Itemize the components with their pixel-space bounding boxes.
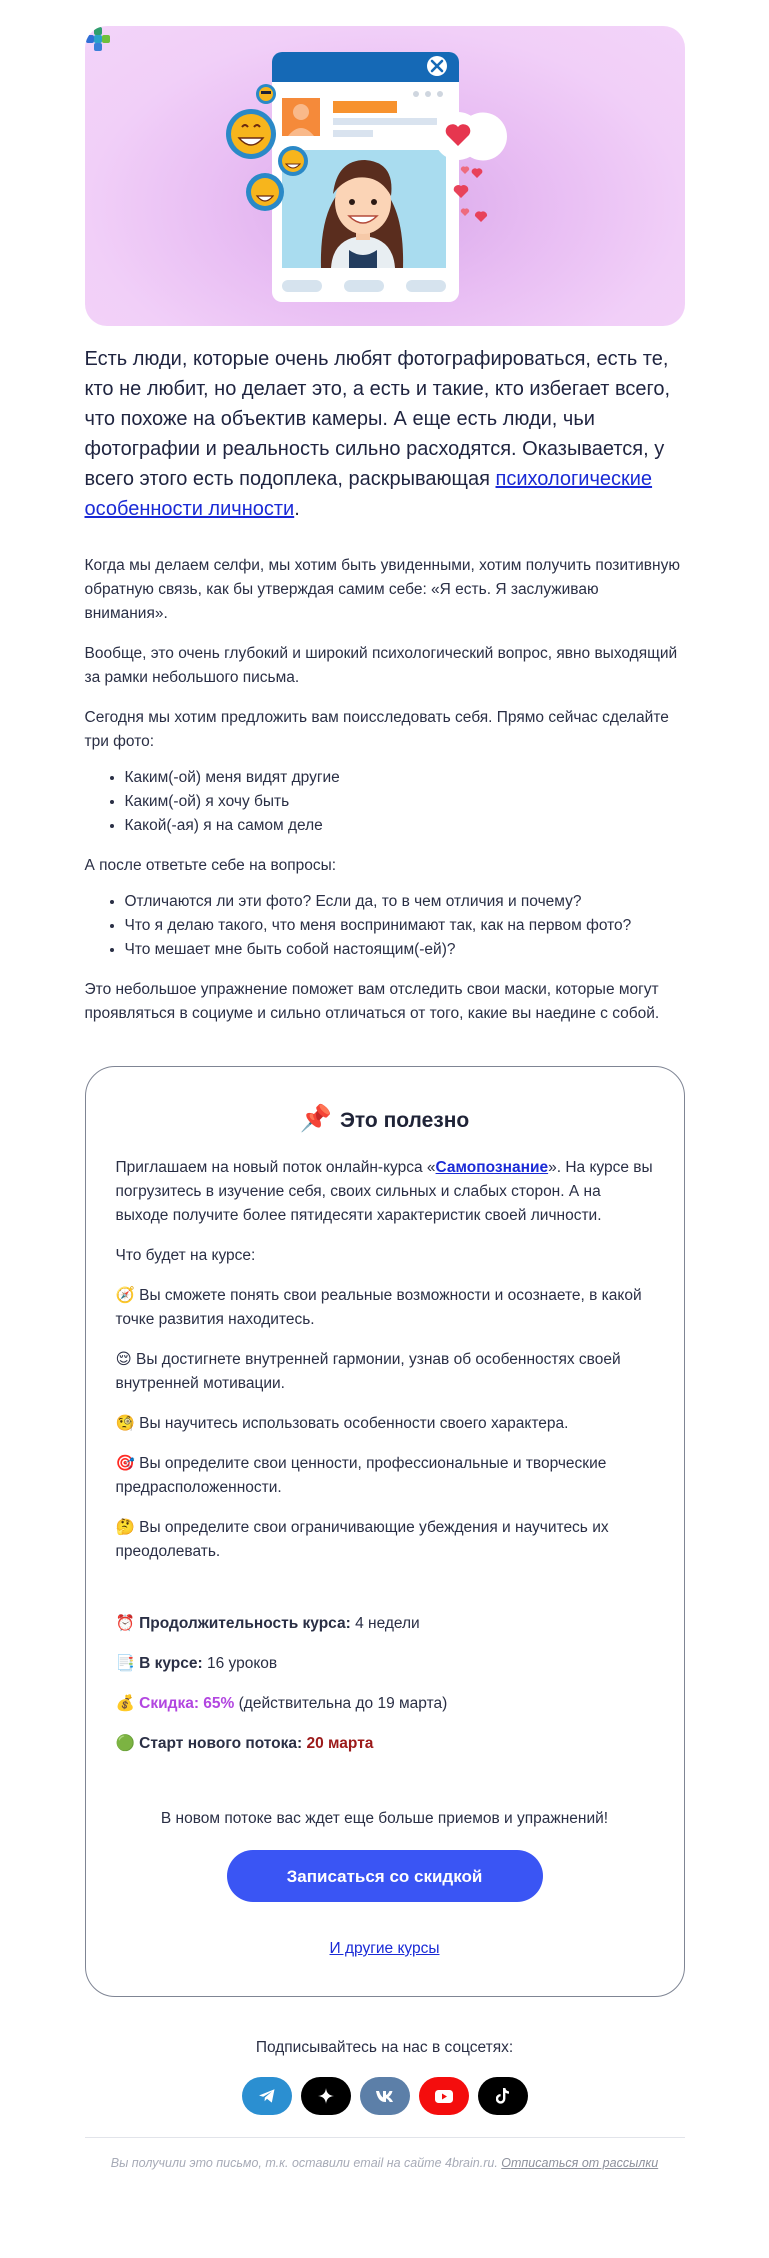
tiktok-icon: [496, 2088, 510, 2104]
benefit-text: Вы научитесь использовать особенности своего характера.: [139, 1415, 569, 1432]
paragraph-conclusion: Это небольшое упражнение поможет вам отследить свои маски, которые могут проявляться в социуме и сильно отличаться от того, какие вы наедине с собой.: [84, 981, 660, 1022]
duration-label: Продолжительность курса:: [139, 1615, 351, 1632]
benefit-item: [116, 1284, 654, 1332]
social-label: Подписывайтесь на нас в соцсетях:: [255, 2039, 514, 2056]
invite-end: ». На курсе вы погрузитесь в изучение себя, своих сильных и слабых сторон. А на выходе получите более пятидесяти характеристик своей личности.: [115, 1159, 653, 1224]
card-title-text: Это полезно: [339, 1109, 470, 1132]
course-facts: [116, 1612, 654, 1756]
hero-illustration: [85, 26, 685, 326]
lessons-label: В курсе:: [139, 1655, 203, 1672]
duration-fact: [116, 1612, 654, 1636]
benefit-item: [116, 1516, 654, 1564]
benefit-text: Вы определите свои ценности, профессиональные и творческие предрасположенности.: [115, 1455, 607, 1496]
start-label: Старт нового потока:: [139, 1735, 303, 1752]
benefit-text: Вы сможете понять свои реальные возможности и осознаете, в какой точке развития находитесь.: [115, 1287, 642, 1328]
list-item: • Что я делаю такого, что меня воспринимают так, как на первом фото?: [125, 914, 685, 938]
tiktok-link[interactable]: [478, 2077, 528, 2115]
lead-paragraph: [85, 344, 685, 524]
pushpin-icon: 📌: [299, 1103, 333, 1133]
lessons-value: 16 уроков: [206, 1655, 278, 1672]
monocle-face-icon: 🧐: [115, 1415, 135, 1432]
start-value: 20 марта: [306, 1735, 374, 1752]
list-item: • Какой(-ая) я на самом деле: [125, 814, 685, 838]
lessons-fact: [116, 1652, 654, 1676]
thinking-face-icon: 🤔: [115, 1519, 135, 1536]
vk-link[interactable]: [360, 2077, 410, 2115]
paragraph-selfie: Когда мы делаем селфи, мы хотим быть увиденными, хотим получить позитивную обратную связь, как бы утверждая самим себе: «Я есть. Я заслуживаю внимания».: [84, 557, 680, 622]
discount-label: Скидка: 65%: [139, 1695, 235, 1712]
money-bag-icon: 💰: [115, 1695, 135, 1712]
course-contents-label: Что будет на курсе:: [115, 1247, 256, 1264]
email-container: [85, 0, 685, 2170]
paragraph-task: Сегодня мы хотим предложить вам поисследовать себя. Прямо сейчас сделайте три фото:: [84, 709, 669, 750]
list-item: • Каким(-ой) меня видят другие: [125, 766, 685, 790]
paragraph-question: Вообще, это очень глубокий и широкий психологический вопрос, явно выходящий за рамки небольшого письма.: [84, 645, 678, 686]
new-stream-note: В новом потоке вас ждет еще больше приемов и упражнений!: [160, 1810, 609, 1827]
youtube-icon: [435, 2090, 453, 2103]
unsubscribe-link[interactable]: Отписаться от рассылки: [501, 2156, 659, 2170]
discount-value: (действительна до 19 марта): [238, 1695, 448, 1712]
enroll-discount-button[interactable]: Записаться со скидкой: [227, 1850, 543, 1902]
lead-text: Есть люди, которые очень любят фотографироваться, есть те, кто не любит, но делает это, а есть и такие, кто избегает всего, что похоже на объектив камеры. А еще есть люди, чьи фотографии и реальность сильно расходятся. Оказывается, у всего этого есть подоплека, раскрывающая: [84, 348, 671, 490]
course-invite: [116, 1156, 654, 1228]
dzen-icon: [318, 2088, 334, 2104]
list-item: • Отличаются ли эти фото? Если да, то в чем отличия и почему?: [125, 890, 685, 914]
telegram-icon: [258, 2088, 276, 2104]
course-link[interactable]: Самопознание: [435, 1159, 549, 1176]
paragraph-questions-intro: А после ответьте себе на вопросы:: [84, 857, 337, 874]
personality-link[interactable]: психологические особенности личности: [84, 468, 653, 520]
lead-end: .: [294, 498, 300, 520]
start-fact: [116, 1732, 654, 1756]
discount-fact: [116, 1692, 654, 1716]
green-circle-icon: 🟢: [115, 1735, 135, 1752]
footer-note: [85, 2156, 685, 2170]
footer-divider: [85, 2137, 685, 2138]
list-item: • Каким(-ой) я хочу быть: [125, 790, 685, 814]
bookmark-tabs-icon: 📑: [115, 1655, 135, 1672]
target-icon: 🎯: [115, 1455, 135, 1472]
article-body: [85, 554, 685, 1026]
benefit-item: [116, 1412, 654, 1436]
relieved-face-icon: 😌: [115, 1351, 132, 1368]
alarm-clock-icon: ⏰: [115, 1615, 135, 1632]
youtube-link[interactable]: [419, 2077, 469, 2115]
benefit-item: [116, 1348, 654, 1396]
brand-logo-icon: [85, 26, 111, 52]
benefit-text: Вы достигнете внутренней гармонии, узнав об особенностях своей внутренней мотивации.: [115, 1351, 621, 1392]
benefit-text: Вы определите свои ограничивающие убеждения и научитесь их преодолевать.: [115, 1519, 609, 1560]
other-courses-link[interactable]: И другие курсы: [329, 1940, 440, 1957]
course-card: [85, 1066, 685, 1997]
compass-icon: 🧭: [115, 1287, 135, 1304]
photos-list: [85, 766, 685, 838]
card-title: [116, 1103, 654, 1134]
list-item: • Что мешает мне быть собой настоящим(-ей)?: [125, 938, 685, 962]
selfie-illustration: [85, 26, 685, 326]
footer-text: Вы получили это письмо, т.к. оставили email на сайте 4brain.ru.: [110, 2156, 502, 2170]
dzen-link[interactable]: [301, 2077, 351, 2115]
telegram-link[interactable]: [242, 2077, 292, 2115]
vk-icon: [375, 2090, 395, 2102]
invite-start: Приглашаем на новый поток онлайн-курса «: [115, 1159, 436, 1176]
questions-list: [85, 890, 685, 962]
benefit-item: [116, 1452, 654, 1500]
duration-value: 4 недели: [355, 1615, 420, 1632]
social-links: [85, 2077, 685, 2115]
